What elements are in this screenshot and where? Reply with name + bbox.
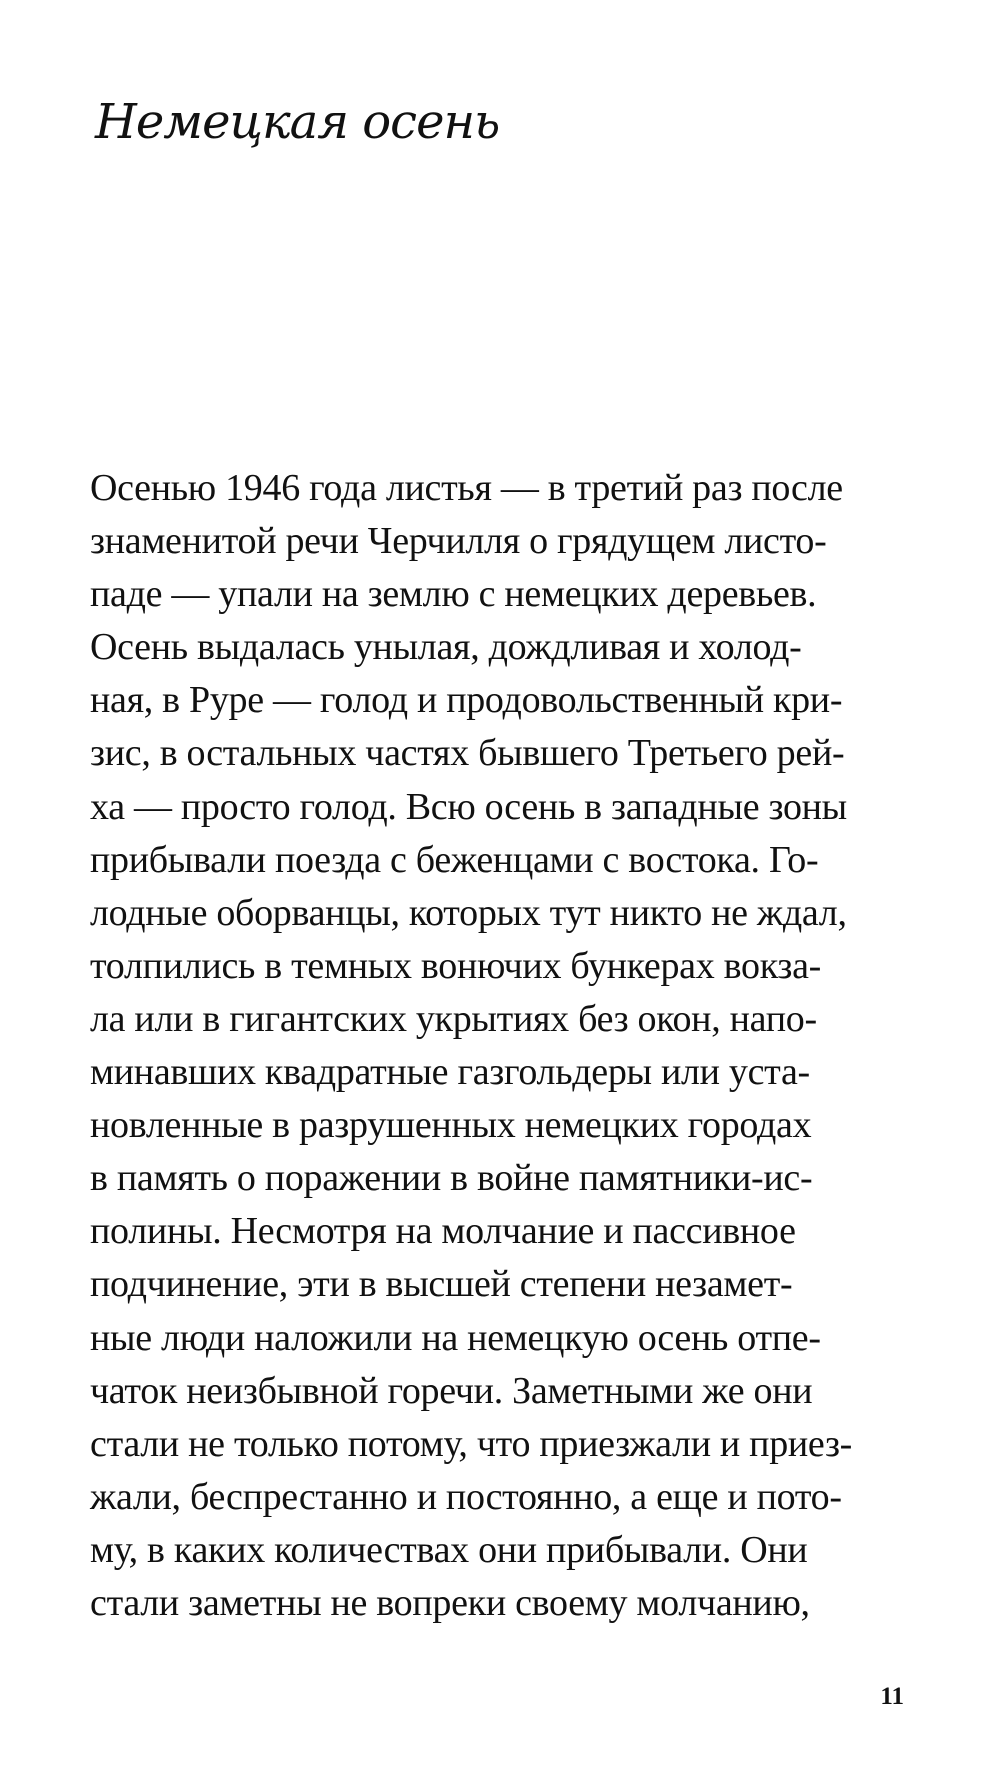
text-line: стали заметны не вопреки своему молчанию, [90, 1581, 810, 1624]
text-line: жали, беспрестанно и постоянно, а еще и пото- [90, 1475, 842, 1518]
page-number: 11 [880, 1683, 904, 1710]
text-line: подчинение, эти в высшей степени незамет- [90, 1263, 793, 1306]
text-line: ха — просто голод. Всю осень в западные зоны [90, 785, 847, 828]
text-line: новленные в разрушенных немецких городах [90, 1104, 812, 1147]
text-line: полины. Несмотря на молчание и пассивное [90, 1210, 796, 1253]
text-line: прибывали поезда с беженцами с востока. Го- [90, 838, 819, 881]
chapter-title: Немецкая осень [95, 94, 500, 150]
text-line: стали не только потому, что приезжали и приез- [90, 1422, 853, 1465]
text-line: Осенью 1946 года листья — в третий раз после [90, 467, 843, 509]
text-line: знаменитой речи Черчилля о грядущем листо- [90, 520, 827, 563]
text-line: лодные оборванцы, которых тут никто не ждал, [90, 891, 847, 934]
text-line: му, в каких количествах они прибывали. Они [90, 1528, 808, 1571]
text-line: ная, в Руре — голод и продовольственный кри- [90, 679, 843, 722]
text-line: в память о поражении в войне памятники-ис- [90, 1157, 813, 1200]
text-line: паде — упали на землю с немецких деревьев. [90, 573, 817, 616]
text-line: ла или в гигантских укрытиях без окон, напо- [90, 997, 817, 1040]
text-line: ные люди наложили на немецкую осень отпе- [90, 1316, 821, 1359]
text-line: Осень выдалась унылая, дождливая и холод- [90, 626, 802, 669]
body-text [90, 462, 910, 1630]
text-line: зис, в остальных частях бывшего Третьего рей- [90, 732, 845, 775]
text-line: минавших квадратные газгольдеры или уста- [90, 1051, 810, 1094]
text-line: чаток неизбывной горечи. Заметными же они [90, 1369, 813, 1412]
text-line: толпились в темных вонючих бункерах вокза- [90, 944, 822, 987]
